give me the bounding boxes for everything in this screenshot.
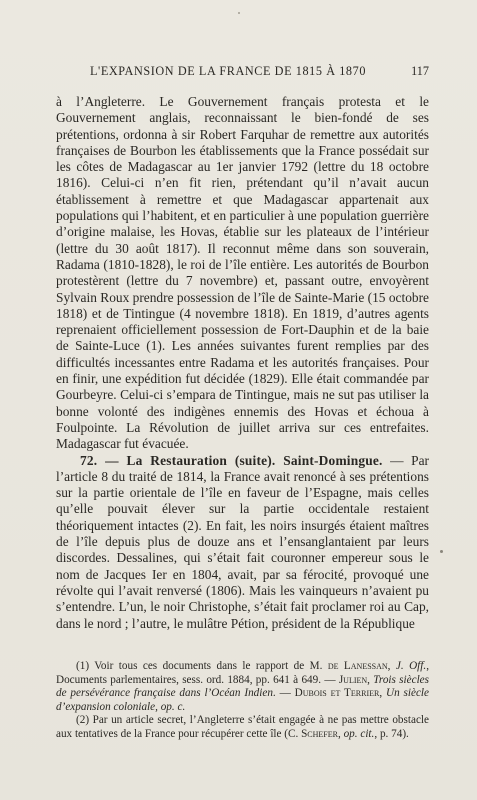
footnote-reference: Un siècle d’expansion coloniale, op. c. [56, 687, 430, 713]
footnote-reference: op. cit. [343, 727, 375, 740]
paragraph-madagascar: à l’Angleterre. Le Gouvernement français protesta et le Gouvernement anglais, reconnaissant le bien-fondé de ses prétentions, ordonna à sir Robert Farquhar de remettre aux autorités françaises de Bourbon les établissements que la France possédait sur les côtes de Madagascar au 1er janvier 1792 (lettre du 18 octobre 1816). Celui-ci n’en fit rien, prétendant qu’il n’avait aucun établissement à remettre et que Madagascar appartenait aux populations qui l’habitent, et en particulier à une population guerrière d’origine malaise, les Hovas, établie sur les plateaux de l’intérieur (lettre du 30 août 1817). Il reconnut même dans son souverain, Radama (1810-1828), le roi de l’île entière. Les autorités de Bourbon protestèrent (lettre du 7 novembre) et, passant outre, envoyèrent Sylvain Roux prendre possession de l’île de Sainte-Marie (15 octobre 1818) et de Tintingue (4 novembre 1818). En 1819, d’autres agents reprenaient officiellement possession de Fort-Dauphin et de la baie de Sainte-Luce (1). Les années suivantes furent remplies par des difficultés incessantes entre Radama et les autorités françaises. Pour en finir, une expédition fut décidée (1829). Elle était commandée par Gourbeyre. Celui-ci s’empara de Tintingue, mais ne sut pas utiliser la bonne volonté des indigènes ennemis des Hovas et échoua à Foulpointe. La Révolution de juillet arriva sur ces entrefaites. Madagascar fut évacuée. [56, 94, 429, 452]
footnote-text: , [367, 673, 374, 686]
running-head: L'EXPANSION DE LA FRANCE DE 1815 À 1870 [90, 64, 367, 78]
footnote-text: , Documents parlementaires, sess. ord. 1884, pp. 641 à 649. — [56, 660, 429, 686]
margin-speck [440, 550, 443, 553]
footnote-author: Dubois et Terrier [294, 687, 380, 699]
footnotes [56, 660, 429, 741]
footnote-text: , p. 74). [374, 727, 409, 740]
page-header [0, 64, 477, 80]
footnote-reference: J. Off. [395, 660, 427, 672]
footnote-author: Julien [338, 673, 368, 686]
footnote-text: . — [272, 687, 295, 699]
footnote-text: (1) Voir tous ces documents dans le rapport de M. [76, 660, 328, 672]
footnote-author: de Lanessan [327, 660, 388, 672]
footnote-text: , [387, 660, 396, 672]
footnote-1 [56, 660, 429, 714]
footnote-text: (2) Par un article secret, l’Angleterre s’était engagée à ne pas mettre obstacle aux tentatives de la France pour récupérer cette île (C. [56, 714, 429, 740]
paragraph-text: — Par l’article 8 du traité de 1814, la France avait renoncé à ses prétentions sur la partie orientale de l’île en faveur de l’Espagne, mais celles qu’elle pouvait élever sur la partie occidentale restaient théoriquement intactes (2). En fait, les noirs insurgés étaient maîtres de l’île depuis plus de douze ans et l’ensanglantaient par leurs discordes. Dessalines, qui s’était fait couronner empereur sous le nom de Jacques Ier en 1804, avait, par sa férocité, provoqué une révolte qui l’avait renversé (1806). Mais les vainqueurs n’avaient pu s’entendre. L’un, le noir Christophe, s’était fait proclamer roi au Cap, dans le nord ; l’autre, le mulâtre Pétion, président de la République [56, 452, 429, 631]
main-text [56, 94, 429, 632]
section-heading: 72. — La Restauration (suite). Saint-Domingue. [80, 452, 383, 468]
footnote-2 [56, 714, 429, 741]
page-number: 117 [411, 64, 429, 78]
footnote-reference: Trois siècles de persévérance française dans l’Océan Indien [56, 673, 430, 699]
footnote-text: , [337, 727, 344, 740]
footnote-text: , [379, 687, 386, 699]
paragraph-saint-domingue [56, 453, 429, 632]
page-speck [238, 12, 240, 14]
footnote-author: Schefer [301, 727, 338, 740]
